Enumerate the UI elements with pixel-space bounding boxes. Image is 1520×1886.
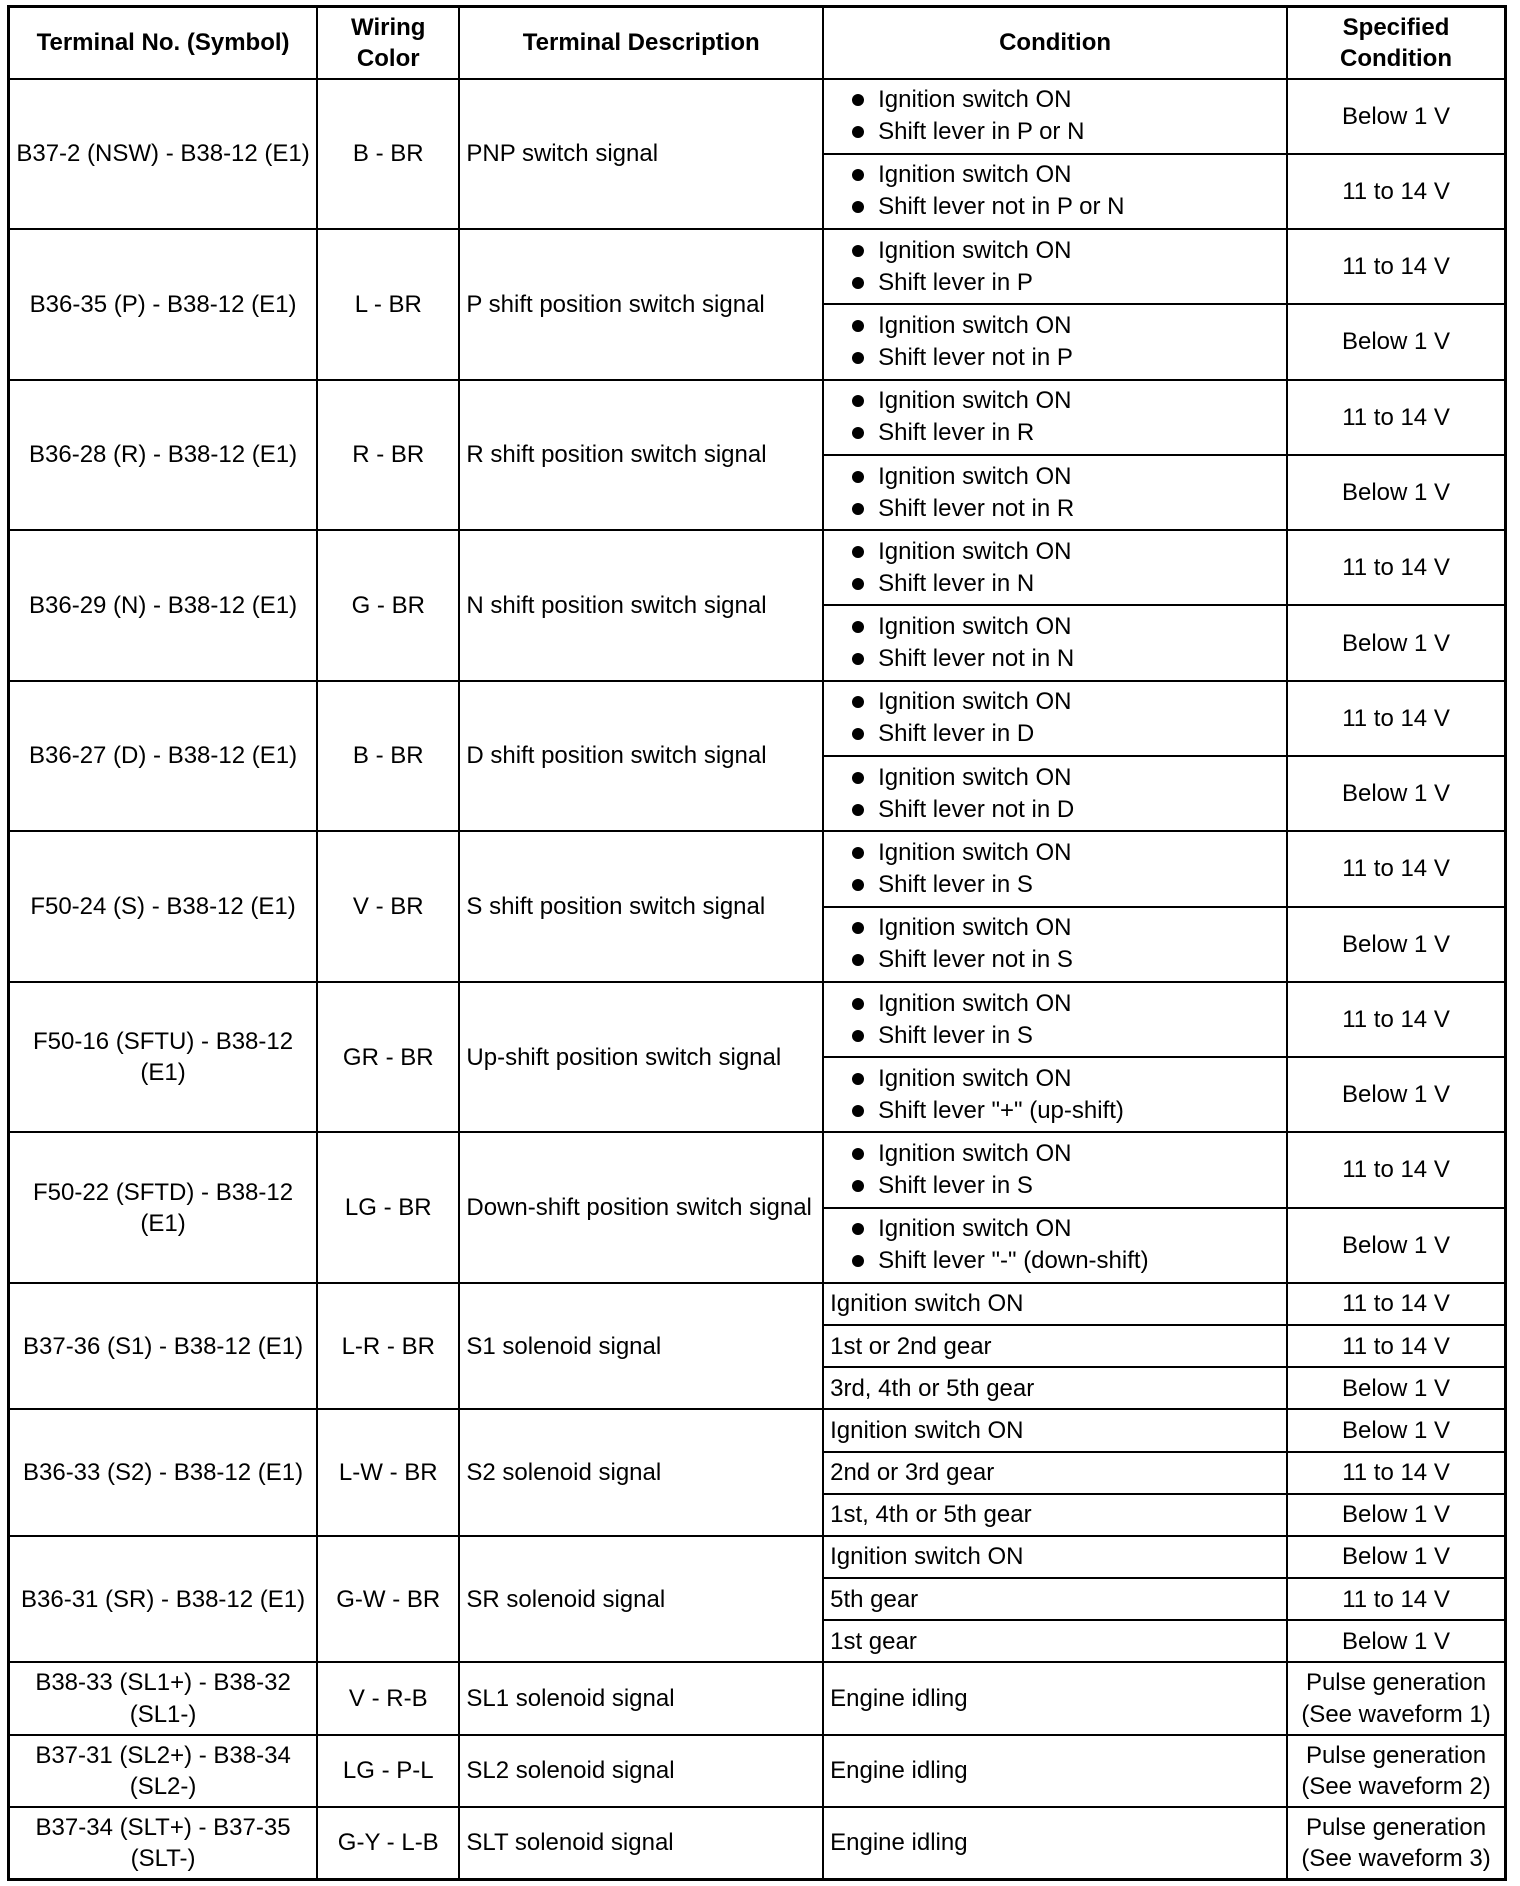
- specified-condition-cell: Pulse generation (See waveform 3): [1287, 1807, 1505, 1880]
- condition-item: Ignition switch ON: [846, 385, 1280, 417]
- condition-item: Shift lever not in N: [846, 643, 1280, 675]
- condition-list: [830, 1213, 1280, 1277]
- wiring-color-cell: V - R-B: [317, 1662, 459, 1734]
- condition-item: Shift lever not in P: [846, 342, 1280, 374]
- condition-cell: Ignition switch ON: [823, 1283, 1287, 1325]
- condition-cell: [823, 1208, 1287, 1283]
- condition-cell: [823, 681, 1287, 756]
- table-row: [9, 1409, 1506, 1451]
- terminal-description-cell: SR solenoid signal: [459, 1536, 823, 1662]
- condition-cell: [823, 380, 1287, 455]
- condition-list: [830, 461, 1280, 525]
- specified-condition-cell: 11 to 14 V: [1287, 681, 1505, 756]
- condition-item: Ignition switch ON: [846, 310, 1280, 342]
- table-row: [9, 1735, 1506, 1807]
- condition-item: Shift lever not in P or N: [846, 191, 1280, 223]
- terminal-description-cell: R shift position switch signal: [459, 380, 823, 531]
- condition-item: Ignition switch ON: [846, 686, 1280, 718]
- table-row: [9, 229, 1506, 304]
- condition-cell: Engine idling: [823, 1807, 1287, 1880]
- table-row: [9, 1536, 1506, 1578]
- condition-item: Shift lever in N: [846, 568, 1280, 600]
- condition-item: Ignition switch ON: [846, 536, 1280, 568]
- terminal-description-cell: S1 solenoid signal: [459, 1283, 823, 1409]
- specified-condition-cell: Below 1 V: [1287, 605, 1505, 680]
- specified-condition-cell: 11 to 14 V: [1287, 380, 1505, 455]
- header-condition: Condition: [823, 7, 1287, 79]
- condition-item: Ignition switch ON: [846, 1213, 1280, 1245]
- terminal-description-cell: PNP switch signal: [459, 79, 823, 230]
- condition-item: Shift lever in S: [846, 869, 1280, 901]
- condition-cell: 1st or 2nd gear: [823, 1325, 1287, 1367]
- condition-item: Ignition switch ON: [846, 988, 1280, 1020]
- specified-condition-cell: 11 to 14 V: [1287, 1325, 1505, 1367]
- wiring-color-cell: G-W - BR: [317, 1536, 459, 1662]
- condition-item: Ignition switch ON: [846, 912, 1280, 944]
- table-row: [9, 1132, 1506, 1207]
- terminal-cell: B36-33 (S2) - B38-12 (E1): [9, 1409, 318, 1535]
- condition-item: Ignition switch ON: [846, 159, 1280, 191]
- condition-item: Ignition switch ON: [846, 1138, 1280, 1170]
- terminal-cell: B37-34 (SLT+) - B37-35 (SLT-): [9, 1807, 318, 1880]
- table-row: [9, 380, 1506, 455]
- condition-list: [830, 159, 1280, 223]
- condition-list: [830, 310, 1280, 374]
- specified-condition-cell: 11 to 14 V: [1287, 1283, 1505, 1325]
- wiring-color-cell: B - BR: [317, 681, 459, 832]
- table-row: [9, 831, 1506, 906]
- terminal-cell: B37-31 (SL2+) - B38-34 (SL2-): [9, 1735, 318, 1807]
- header-terminal: Terminal No. (Symbol): [9, 7, 318, 79]
- wiring-color-cell: LG - BR: [317, 1132, 459, 1283]
- condition-item: Shift lever in P: [846, 267, 1280, 299]
- condition-cell: 5th gear: [823, 1578, 1287, 1620]
- specified-condition-cell: Pulse generation (See waveform 2): [1287, 1735, 1505, 1807]
- specified-condition-cell: 11 to 14 V: [1287, 530, 1505, 605]
- terminal-cell: B36-31 (SR) - B38-12 (E1): [9, 1536, 318, 1662]
- condition-cell: [823, 605, 1287, 680]
- terminal-spec-table: [7, 5, 1507, 1881]
- condition-list: [830, 84, 1280, 148]
- condition-cell: 1st, 4th or 5th gear: [823, 1494, 1287, 1536]
- condition-item: Shift lever not in D: [846, 794, 1280, 826]
- condition-item: Ignition switch ON: [846, 837, 1280, 869]
- terminal-cell: B36-28 (R) - B38-12 (E1): [9, 380, 318, 531]
- condition-cell: [823, 907, 1287, 982]
- specified-condition-cell: Below 1 V: [1287, 1494, 1505, 1536]
- terminal-description-cell: SL1 solenoid signal: [459, 1662, 823, 1734]
- specified-condition-cell: 11 to 14 V: [1287, 1578, 1505, 1620]
- condition-item: Shift lever in R: [846, 417, 1280, 449]
- condition-list: [830, 235, 1280, 299]
- condition-item: Shift lever in P or N: [846, 116, 1280, 148]
- terminal-cell: B37-36 (S1) - B38-12 (E1): [9, 1283, 318, 1409]
- terminal-description-cell: D shift position switch signal: [459, 681, 823, 832]
- condition-item: Ignition switch ON: [846, 84, 1280, 116]
- specified-condition-cell: Below 1 V: [1287, 455, 1505, 530]
- condition-cell: [823, 831, 1287, 906]
- condition-cell: Ignition switch ON: [823, 1536, 1287, 1578]
- specified-condition-cell: Below 1 V: [1287, 756, 1505, 831]
- specified-condition-cell: Below 1 V: [1287, 1208, 1505, 1283]
- condition-item: Shift lever "+" (up-shift): [846, 1095, 1280, 1127]
- condition-cell: [823, 530, 1287, 605]
- wiring-color-cell: G - BR: [317, 530, 459, 681]
- condition-list: [830, 837, 1280, 901]
- table-row: [9, 681, 1506, 756]
- terminal-cell: B36-29 (N) - B38-12 (E1): [9, 530, 318, 681]
- terminal-description-cell: S2 solenoid signal: [459, 1409, 823, 1535]
- condition-list: [830, 385, 1280, 449]
- terminal-cell: B36-35 (P) - B38-12 (E1): [9, 229, 318, 380]
- condition-list: [830, 536, 1280, 600]
- terminal-cell: B36-27 (D) - B38-12 (E1): [9, 681, 318, 832]
- table-row: [9, 1807, 1506, 1880]
- terminal-cell: B38-33 (SL1+) - B38-32 (SL1-): [9, 1662, 318, 1734]
- header-terminal-description: Terminal Description: [459, 7, 823, 79]
- table-row: [9, 982, 1506, 1057]
- wiring-color-cell: L-R - BR: [317, 1283, 459, 1409]
- condition-cell: 3rd, 4th or 5th gear: [823, 1367, 1287, 1409]
- specified-condition-cell: Below 1 V: [1287, 1536, 1505, 1578]
- condition-cell: [823, 1132, 1287, 1207]
- wiring-color-cell: LG - P-L: [317, 1735, 459, 1807]
- condition-list: [830, 611, 1280, 675]
- terminal-description-cell: SLT solenoid signal: [459, 1807, 823, 1880]
- terminal-description-cell: N shift position switch signal: [459, 530, 823, 681]
- specified-condition-cell: 11 to 14 V: [1287, 1452, 1505, 1494]
- condition-cell: [823, 982, 1287, 1057]
- condition-item: Ignition switch ON: [846, 1063, 1280, 1095]
- condition-cell: 2nd or 3rd gear: [823, 1452, 1287, 1494]
- terminal-cell: F50-22 (SFTD) - B38-12 (E1): [9, 1132, 318, 1283]
- terminal-cell: B37-2 (NSW) - B38-12 (E1): [9, 79, 318, 230]
- specified-condition-cell: Below 1 V: [1287, 1409, 1505, 1451]
- condition-item: Ignition switch ON: [846, 762, 1280, 794]
- specified-condition-cell: 11 to 14 V: [1287, 982, 1505, 1057]
- condition-item: Ignition switch ON: [846, 461, 1280, 493]
- terminal-description-cell: SL2 solenoid signal: [459, 1735, 823, 1807]
- specified-condition-cell: 11 to 14 V: [1287, 1132, 1505, 1207]
- wiring-color-cell: G-Y - L-B: [317, 1807, 459, 1880]
- table-body: [9, 79, 1506, 1880]
- terminal-cell: F50-16 (SFTU) - B38-12 (E1): [9, 982, 318, 1133]
- condition-cell: [823, 1057, 1287, 1132]
- header-specified-condition: Specified Condition: [1287, 7, 1505, 79]
- condition-item: Ignition switch ON: [846, 611, 1280, 643]
- specified-condition-cell: Below 1 V: [1287, 907, 1505, 982]
- specified-condition-cell: 11 to 14 V: [1287, 154, 1505, 229]
- condition-item: Shift lever in S: [846, 1020, 1280, 1052]
- condition-item: Ignition switch ON: [846, 235, 1280, 267]
- specified-condition-cell: Pulse generation (See waveform 1): [1287, 1662, 1505, 1734]
- condition-item: Shift lever in D: [846, 718, 1280, 750]
- specified-condition-cell: Below 1 V: [1287, 1057, 1505, 1132]
- condition-cell: Engine idling: [823, 1735, 1287, 1807]
- condition-cell: [823, 304, 1287, 379]
- condition-cell: Engine idling: [823, 1662, 1287, 1734]
- condition-item: Shift lever not in S: [846, 944, 1280, 976]
- wiring-color-cell: B - BR: [317, 79, 459, 230]
- condition-list: [830, 988, 1280, 1052]
- table-row: [9, 1283, 1506, 1325]
- condition-cell: [823, 229, 1287, 304]
- terminal-description-cell: Down-shift position switch signal: [459, 1132, 823, 1283]
- condition-cell: Ignition switch ON: [823, 1409, 1287, 1451]
- specified-condition-cell: Below 1 V: [1287, 1620, 1505, 1662]
- table-row: [9, 79, 1506, 154]
- condition-list: [830, 912, 1280, 976]
- wiring-color-cell: L - BR: [317, 229, 459, 380]
- wiring-color-cell: GR - BR: [317, 982, 459, 1133]
- table-row: [9, 530, 1506, 605]
- condition-list: [830, 1063, 1280, 1127]
- specified-condition-cell: 11 to 14 V: [1287, 831, 1505, 906]
- condition-list: [830, 762, 1280, 826]
- terminal-description-cell: S shift position switch signal: [459, 831, 823, 982]
- condition-cell: [823, 154, 1287, 229]
- condition-cell: [823, 455, 1287, 530]
- terminal-description-cell: Up-shift position switch signal: [459, 982, 823, 1133]
- specified-condition-cell: Below 1 V: [1287, 79, 1505, 154]
- table-row: [9, 1662, 1506, 1734]
- wiring-color-cell: L-W - BR: [317, 1409, 459, 1535]
- header-wiring-color: Wiring Color: [317, 7, 459, 79]
- specified-condition-cell: Below 1 V: [1287, 1367, 1505, 1409]
- wiring-color-cell: V - BR: [317, 831, 459, 982]
- condition-cell: [823, 756, 1287, 831]
- condition-item: Shift lever in S: [846, 1170, 1280, 1202]
- condition-item: Shift lever not in R: [846, 493, 1280, 525]
- condition-item: Shift lever "-" (down-shift): [846, 1245, 1280, 1277]
- condition-list: [830, 1138, 1280, 1202]
- condition-list: [830, 686, 1280, 750]
- header-row: [9, 7, 1506, 79]
- terminal-description-cell: P shift position switch signal: [459, 229, 823, 380]
- specified-condition-cell: Below 1 V: [1287, 304, 1505, 379]
- condition-cell: [823, 79, 1287, 154]
- condition-cell: 1st gear: [823, 1620, 1287, 1662]
- terminal-cell: F50-24 (S) - B38-12 (E1): [9, 831, 318, 982]
- specified-condition-cell: 11 to 14 V: [1287, 229, 1505, 304]
- wiring-color-cell: R - BR: [317, 380, 459, 531]
